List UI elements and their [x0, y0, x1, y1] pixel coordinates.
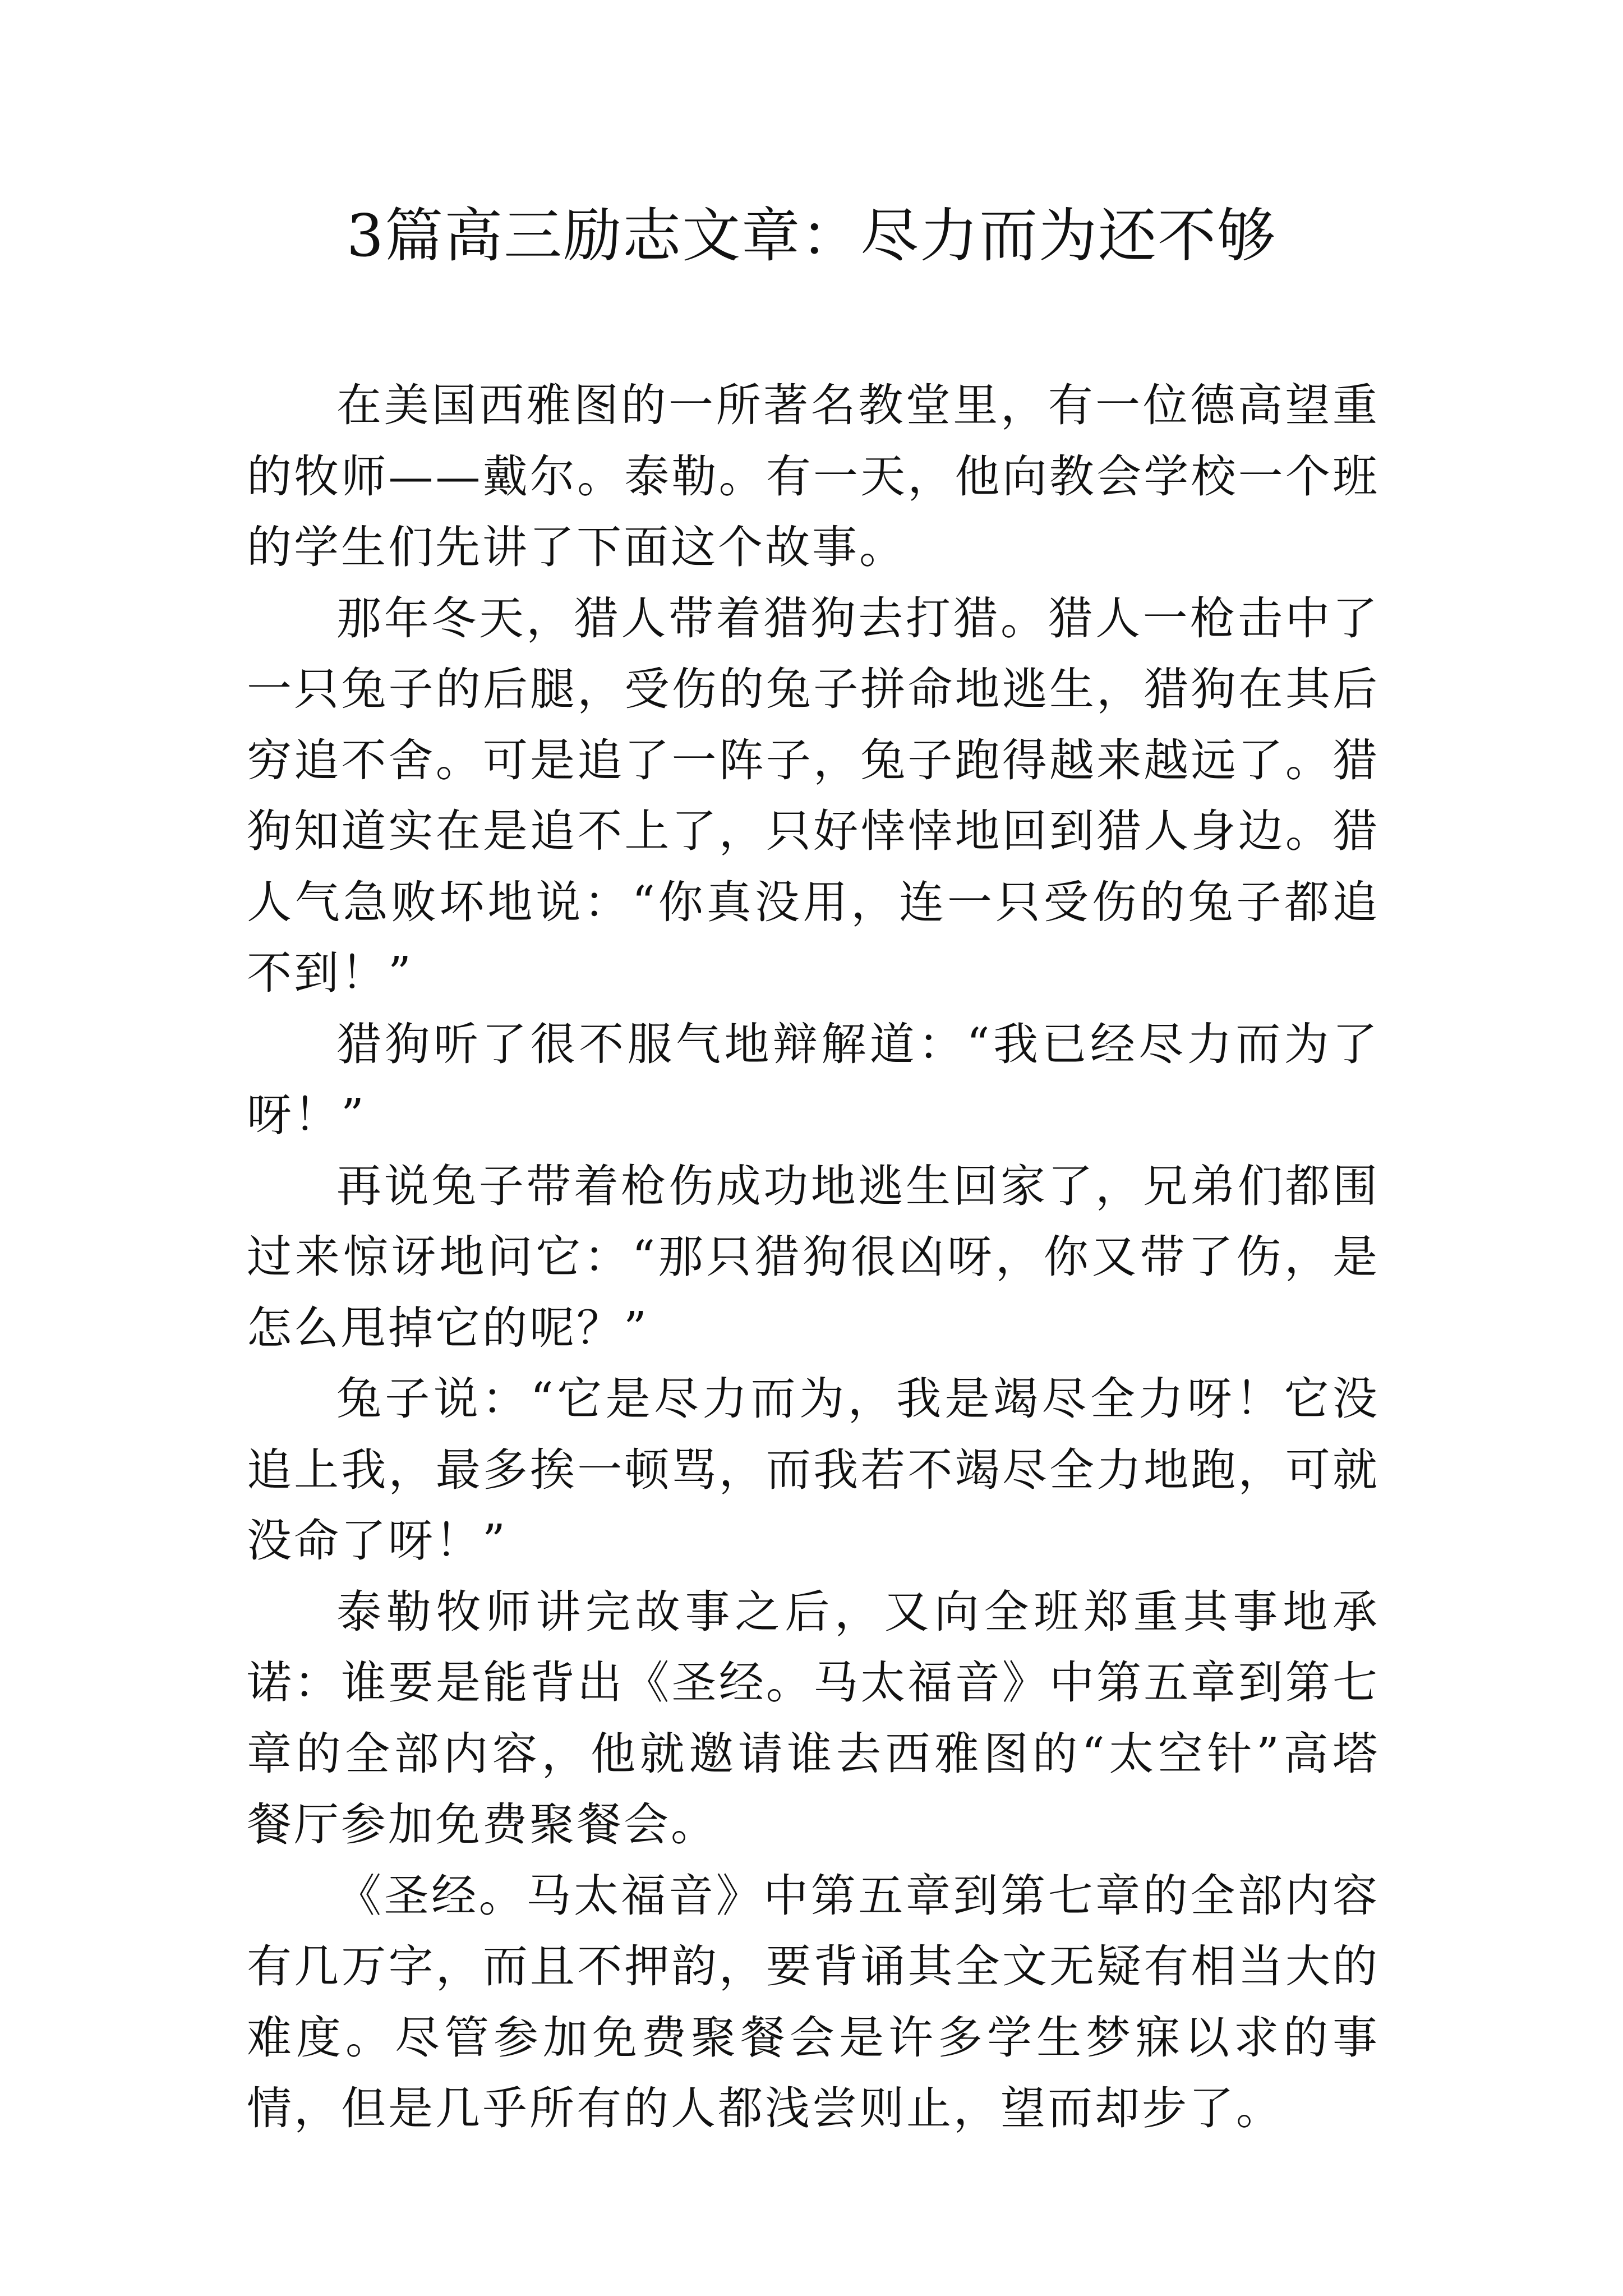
paragraph: 兔子说：“它是尽力而为，我是竭尽全力呀！它没追上我，最多挨一顿骂，而我若不竭尽全力地跑，可就没命了呀！” [247, 1373, 1380, 1567]
document-body [247, 370, 1380, 2145]
paragraph: 《圣经。马太福音》中第五章到第七章的全部内容有几万字，而且不押韵，要背诵其全文无疑有相当大的难度。尽管参加免费聚餐会是许多学生梦寐以求的事情，但是几乎所有的人都浅尝则止，望而却步了。 [247, 1869, 1380, 2134]
paragraph: 再说兔子带着枪伤成功地逃生回家了，兄弟们都围过来惊讶地问它：“那只猎狗很凶呀，你又带了伤，是怎么甩掉它的呢？” [247, 1159, 1380, 1354]
paragraph: 泰勒牧师讲完故事之后，又向全班郑重其事地承诺：谁要是能背出《圣经。马太福音》中第五章到第七章的全部内容，他就邀请谁去西雅图的“太空针”高塔餐厅参加免费聚餐会。 [247, 1585, 1380, 1851]
paragraph: 在美国西雅图的一所著名教堂里，有一位德高望重的牧师——戴尔。泰勒。有一天，他向教会学校一个班的学生们先讲了下面这个故事。 [247, 379, 1380, 573]
paragraph: 那年冬天，猎人带着猎狗去打猎。猎人一枪击中了一只兔子的后腿，受伤的兔子拼命地逃生，猎狗在其后穷追不舍。可是追了一阵子，兔子跑得越来越远了。猎狗知道实在是追不上了，只好悻悻地回到猎人身边。猎人气急败坏地说：“你真没用，连一只受伤的兔子都追不到！” [247, 592, 1380, 999]
document-title: 3篇高三励志文章：尽力而为还不够 [346, 201, 1277, 270]
paragraph: 猎狗听了很不服气地辩解道：“我已经尽力而为了呀！” [247, 1018, 1380, 1141]
